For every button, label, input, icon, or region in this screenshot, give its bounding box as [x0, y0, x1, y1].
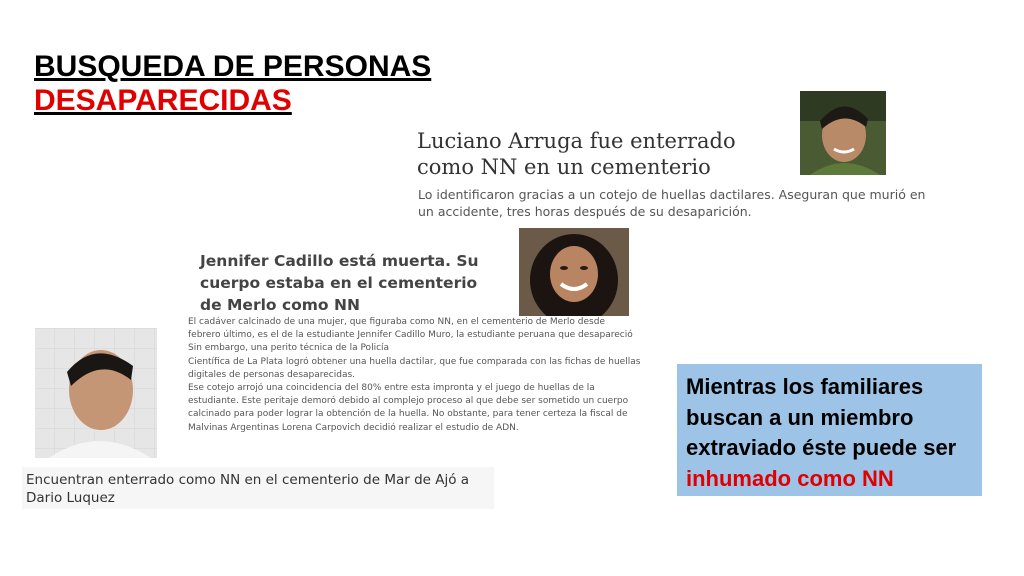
title-line-1: BUSQUEDA DE PERSONAS — [34, 50, 432, 83]
cadillo-body-line: Científica de La Plata logró obtener una huella dactilar, que fue comparada con las fichas de huellas — [188, 356, 641, 367]
arruga-photo — [800, 91, 886, 175]
cadillo-body-line: calcinado para poder lograr la obtención de la huella. No obstante, para tener certeza la fiscal de — [188, 409, 628, 420]
cadillo-body-line: febrero último, es el de la estudiante Jennifer Cadillo Muro, la estudiante peruana que desapareció — [188, 330, 633, 341]
cadillo-body-line: Malvinas Argentinas Lorena Carpovich decidió realizar el estudio de ADN. — [188, 422, 519, 433]
arruga-headline: Luciano Arruga fue enterrado como NN en un cementerio — [417, 129, 736, 179]
cadillo-body-line: digitales de personas desaparecidas. — [188, 369, 356, 380]
info-box-highlight: inhumado como NN — [686, 465, 894, 491]
cadillo-headline: Jennifer Cadillo está muerta. Su cuerpo estaba en el cementerio de Merlo como NN — [200, 252, 479, 314]
info-box — [677, 364, 982, 496]
arruga-subtitle: Lo identificaron gracias a un cotejo de huellas dactilares. Aseguran que murió en un accidente, tres horas después de su desaparición. — [418, 187, 926, 219]
cadillo-body-line: Sin embargo, una perito técnica de la Policía — [188, 343, 390, 354]
cadillo-photo — [519, 228, 629, 316]
title-line-2: DESAPARECIDAS — [34, 84, 292, 117]
luquez-caption: Encuentran enterrado como NN en el cementerio de Mar de Ajó a Dario Luquez — [22, 467, 494, 509]
cadillo-body — [188, 316, 648, 435]
cadillo-body-line: Ese cotejo arrojó una coincidencia del 80% entre esta impronta y el juego de huellas de la — [188, 383, 595, 394]
cadillo-body-line: estudiante. Este peritaje demoró debido al complejo proceso al que debe ser sometido un cuerpo — [188, 396, 629, 407]
cadillo-body-line: El cadáver calcinado de una mujer, que figuraba como NN, en el cementerio de Merlo desde — [188, 317, 605, 327]
luquez-photo — [35, 328, 157, 458]
info-box-text: Mientras los familiares buscan a un miembro extraviado éste puede ser — [686, 374, 957, 460]
page-title — [34, 50, 431, 118]
